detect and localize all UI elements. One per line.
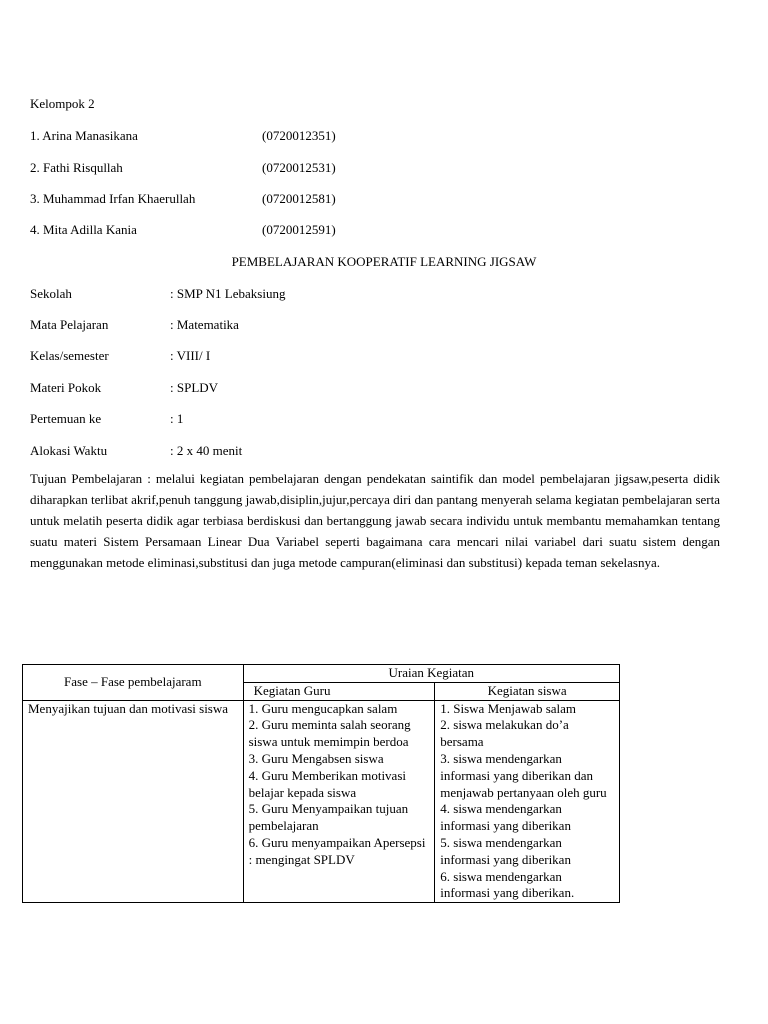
phase-cell: Menyajikan tujuan dan motivasi siswa <box>23 700 244 903</box>
student-activity: 2. siswa melakukan do’a bersama <box>440 717 569 750</box>
member-row <box>30 222 336 238</box>
field-label: Materi Pokok <box>30 380 102 395</box>
member-id: (0720012531) <box>262 160 336 175</box>
field-label: Kelas/semester <box>30 348 109 363</box>
member-id: (0720012581) <box>262 191 336 206</box>
field-row <box>30 411 184 427</box>
student-header: Kegiatan siswa <box>435 682 620 700</box>
document-title: PEMBELAJARAN KOOPERATIF LEARNING JIGSAW <box>231 254 537 269</box>
teacher-activity: 3. Guru Mengabsen siswa <box>248 750 384 766</box>
group-title: Kelompok 2 <box>30 96 95 111</box>
student-cell <box>435 700 620 903</box>
objective-paragraph: Tujuan Pembelajaran : melalui kegiatan pembelajaran dengan pendekatan saintifik dan model pembelajaran jigsaw,peserta didik diharapkan terlibat akrif,penuh tanggung jawab,disiplin,jujur,percaya diri dan pantang menyerah selama kegiatan pembelajaran serta untuk melatih peserta didik agar terbiasa berdiskusi dan bertanggung jawab secara individu untuk membantu memahamkan tentang suatu materi Sistem Persamaan Linear Dua Variabel seperti bagaimana cara mencari nilai variabel dari suatu sistem dengan menggunakan metode eliminasi,substitusi dan juga metode campuran(eliminasi dan substitusi) kepada teman sekelasnya. <box>30 471 720 570</box>
member-name: 3. Muhammad Irfan Khaerullah <box>30 191 196 206</box>
field-row <box>30 286 286 302</box>
activity-table <box>22 664 620 903</box>
member-name: 2. Fathi Risqullah <box>30 160 123 175</box>
teacher-activity: 4. Guru Memberikan motivasi belajar kepada siswa <box>248 767 406 800</box>
member-id: (0720012591) <box>262 222 336 237</box>
student-activity: 6. siswa mendengarkan informasi yang diberikan. <box>440 868 575 901</box>
field-label: Alokasi Waktu <box>30 443 108 458</box>
field-value: : SPLDV <box>170 380 219 395</box>
field-label: Pertemuan ke <box>30 411 102 426</box>
field-label: Mata Pelajaran <box>30 317 109 332</box>
field-value: : 2 x 40 menit <box>170 443 243 458</box>
field-label: Sekolah <box>30 286 72 301</box>
member-row <box>30 160 336 176</box>
student-activity: 5. siswa mendengarkan informasi yang diberikan <box>440 834 571 867</box>
member-row <box>30 191 336 207</box>
student-activity: 1. Siswa Menjawab salam <box>440 700 577 716</box>
field-value: : 1 <box>170 411 184 426</box>
table-row <box>23 700 620 903</box>
teacher-activity: 6. Guru menyampaikan Apersepsi : mengingat SPLDV <box>248 834 426 867</box>
teacher-activity: 2. Guru meminta salah seorang siswa untuk memimpin berdoa <box>248 717 411 750</box>
student-activity: 4. siswa mendengarkan informasi yang diberikan <box>440 801 571 834</box>
field-row <box>30 443 243 459</box>
field-value: : SMP N1 Lebaksiung <box>170 286 286 301</box>
field-value: : Matematika <box>170 317 239 332</box>
teacher-activity: 1. Guru mengucapkan salam <box>248 700 398 716</box>
teacher-cell <box>243 700 435 903</box>
teacher-activity: 5. Guru Menyampaikan tujuan pembelajaran <box>248 801 409 834</box>
field-row <box>30 348 211 364</box>
activity-header: Uraian Kegiatan <box>243 665 619 683</box>
phase-header: Fase – Fase pembelajaram <box>23 665 244 701</box>
field-value: : VIII/ I <box>170 348 211 363</box>
member-id: (0720012351) <box>262 128 336 143</box>
member-name: 4. Mita Adilla Kania <box>30 222 137 237</box>
field-row <box>30 380 219 396</box>
member-name: 1. Arina Manasikana <box>30 128 138 143</box>
member-row <box>30 128 336 144</box>
teacher-header: Kegiatan Guru <box>243 682 435 700</box>
field-row <box>30 317 239 333</box>
student-activity: 3. siswa mendengarkan informasi yang diberikan dan menjawab pertanyaan oleh guru <box>440 750 607 800</box>
